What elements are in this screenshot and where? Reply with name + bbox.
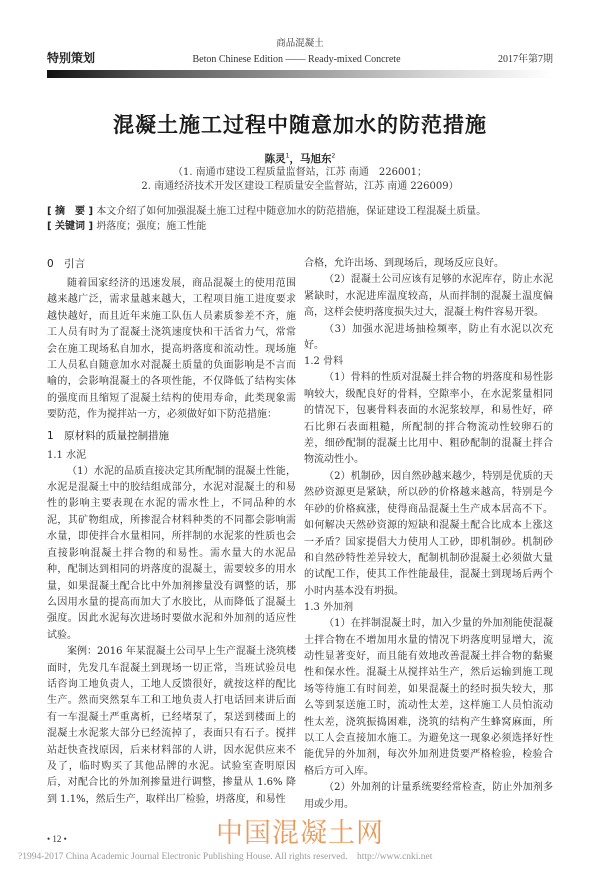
page-footer: [18, 818, 553, 871]
journal-edition: Beton Chinese Edition —— Ready-mixed Concrete: [192, 54, 401, 65]
paragraph: 案例：2016 年某混凝土公司早上生产混凝土浇筑楼面时，先发几车混凝土到现场一切正常，当班试验员电话咨询工地负责人，工地人反馈很好，就按这样的配比生产。然而突然泵车工和工地负责人打电话回来讲后面有一车混凝土严重离析，已经堵泵了，泵送到楼面上的混凝土水泥浆大部分已经流掉了，表面只有石子。搅拌站赶快查找原因，后来材料部的人讲，因水泥供应来不及了，临时购买了其他品牌的水泥。试验室查明原因后，对配合比的外加剂掺量进行调整，掺量从 1.6% 降到 1.1%，然后生产，取样出厂检验，坍落度，和易性: [47, 646, 296, 805]
paragraph: 合格，允许出场、到现场后，现场反应良好。: [304, 258, 504, 269]
left-column: [47, 256, 296, 813]
section-heading: 0 引言: [47, 258, 86, 270]
author-affiliation-mark: 1: [285, 152, 290, 160]
copyright-line: ?1994-2017 China Academic Journal Electronic Publishing House. All rights reserved. http://www.cnki.net: [18, 852, 433, 862]
paragraph: （1）骨料的性质对混凝土拌合物的坍落度和易性影响较大，级配良好的骨料，空隙率小，在水泥浆量相同的情况下，包裹骨料表面的水泥浆较厚，和易性好，碎石比卵石表面粗糙，所配制的拌合物流动性较卵石的差，细砂配制的混凝土比用中、粗砂配制的混凝土拌合物流动性小。: [304, 372, 553, 466]
site-watermark: 中国混凝土网: [216, 818, 384, 849]
abstract: [47, 204, 553, 219]
affiliation: 2. 南通经济技术开发区建设工程质量安全监督站，江苏 南通 226009）: [141, 181, 459, 192]
paragraph: （2）混凝土公司应该有足够的水泥库存，防止水泥紧缺时，水泥进库温度较高，从而拌制的混凝土温度偏高，这样会使坍落度损失过大，混凝土构件容易开裂。: [304, 274, 553, 319]
page-number: • 12 •: [47, 834, 67, 844]
keywords-label: [ 关键词 ]: [47, 221, 94, 232]
author-name: 陈灵: [264, 153, 286, 165]
subsection-heading: 1.3 外加剂: [304, 602, 354, 614]
author-line: [47, 152, 553, 166]
subsection-heading: 1.2 骨料: [304, 356, 344, 368]
header-gradient-band: [47, 70, 553, 78]
keywords: [47, 219, 553, 234]
paragraph: （2）外加剂的计量系统要经常检查，防止外加剂多用或少用。: [304, 782, 553, 810]
author-name: 马旭东: [300, 153, 332, 165]
section-label: 特别策划: [47, 51, 96, 65]
paragraph: （2）机制砂，因自然砂越来越少，特别是优质的天然砂资源更是紧缺，所以砂的价格越来越高，特别是今年砂的价格疯涨，使得商品混凝土生产成本居高不下。如何解决天然砂资源的短缺和混凝土配合比成本上涨这一矛盾？国家提倡大力使用人工砂，即机制砂。机制砂和自然砂特性差异较大，配制机制砂混凝土必须做大量的试配工作，使其工作性能最佳，混凝土到现场后两个小时内基本没有坍损。: [304, 470, 553, 597]
abstract-label: [ 摘 要 ]: [47, 206, 94, 217]
issue-label: 2017年第7期: [498, 54, 553, 65]
journal-name: 商品混凝土: [276, 38, 324, 49]
affiliation: （1. 南通市建设工程质量监督站，江苏 南通 226001；: [172, 167, 428, 178]
paragraph: （1）在拌制混凝土时，加入少量的外加剂能使混凝土拌合物在不增加用水量的情况下坍落度明显增大，流动性显著变好，而且能有效地改善混凝土拌合物的黏聚性和保水性。混凝土从搅拌站生产，然后运输到施工现场等待施工有时间差，如果混凝土的经时损失较大，那么等到泵送施工时，流动性太差，这样施工人员怕流动性太差，浇筑振捣困难，浇筑的结构产生蜂窝麻面，所以工人会直接加水施工。为避免这一现象必须选择好性能优异的外加剂，每次外加剂进货要严格检验，检验合格后方可入库。: [304, 618, 553, 777]
author-affiliation-mark: 2: [331, 152, 336, 160]
section-heading: 1 原材料的质量控制措施: [47, 429, 170, 442]
body-columns: [47, 256, 553, 813]
running-header: [47, 51, 553, 67]
abstract-text: 本文介绍了如何加强混凝土施工过程中随意加水的防范措施，保证建设工程混凝土质量。: [96, 206, 487, 217]
keywords-text: 坍落度；强度；施工性能: [96, 221, 207, 232]
author-separator: ，: [289, 153, 300, 165]
article-title: 混凝土施工过程中随意加水的防范措施: [113, 113, 487, 137]
paragraph: 随着国家经济的迅速发展，商品混凝土的使用范围越来越广泛，需求量越来越大，工程项目施工进度要求越快越好，而且近年来施工队伍人员素质参差不齐，施工人员有时为了混凝土浇筑速度快和干活省力气，常常会在施工现场私自加水，提高坍落度和流动性。现场施工人员私自随意加水对混凝土质量的负面影响是不言而喻的，会影响混凝土的各项性能，不仅降低了结构实体的强度而且缩短了混凝土结构的使用寿命，此类现象需要防范，作为搅拌站一方，必须做好如下防范措施：: [47, 278, 296, 421]
paragraph: （3）加强水泥进场抽检频率，防止有水泥以次充好。: [304, 323, 553, 352]
subsection-heading: 1.1 水泥: [47, 449, 87, 461]
paragraph: （1）水泥的品质直接决定其所配制的混凝土性能，水泥是混凝土中的胶结组成部分，水泥对混凝土的和易性的影响主要表现在水泥的需水性上，不同品种的水泥，其矿物组成，所掺混合材料种类的不同都会影响需水量，即使拌合水量相同，所拌制的水泥浆的性质也会直接影响混凝土拌合物的和易性。需水量大的水泥品种，配制达到相同的坍落度的混凝土，需要较多的用水量，如果混凝土配合比中外加剂掺量没有调整的话，那么因用水量的提高而加大了水胶比，从而降低了混凝土强度。因此水泥每次进场时要做水泥和外加剂的适应性试验。: [47, 465, 296, 641]
right-column: [304, 256, 553, 813]
